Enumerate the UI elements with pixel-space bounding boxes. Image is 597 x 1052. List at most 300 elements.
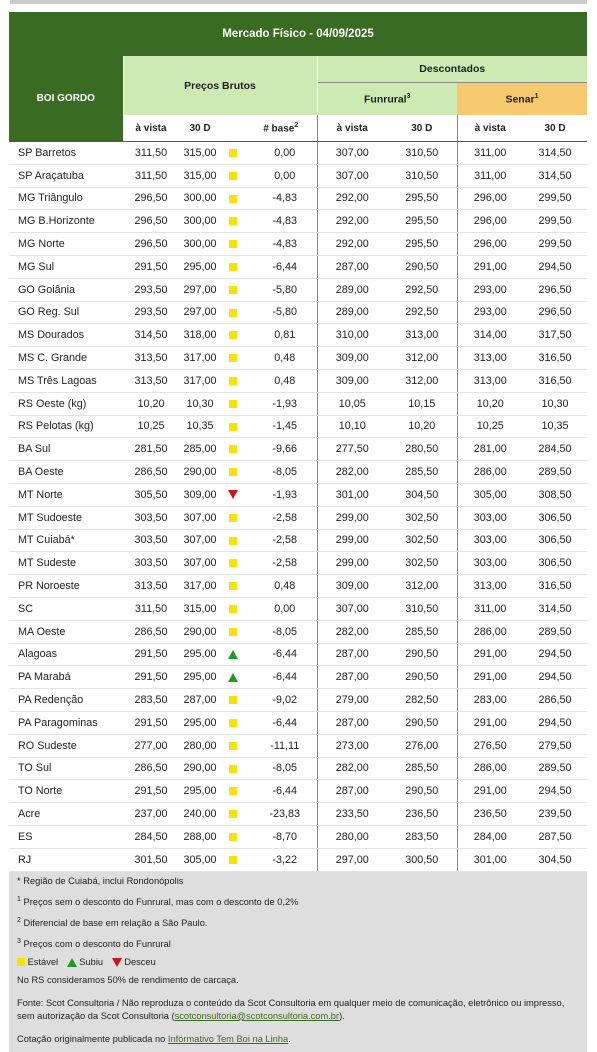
row-name: MT Cuiabá* (9, 529, 123, 552)
table-row (9, 689, 587, 712)
funrural-30d: 285,50 (387, 620, 457, 643)
senar-a-vista: 313,00 (457, 575, 523, 598)
senar-a-vista: 296,00 (457, 187, 523, 210)
table-title: Mercado Físico - 04/09/2025 (9, 12, 587, 56)
table-row (9, 164, 587, 187)
base-diff: -6,44 (245, 780, 317, 803)
senar-30d: 294,50 (523, 255, 587, 278)
price-30d: 300,00 (179, 210, 221, 233)
top-divider (10, 0, 587, 4)
table-row (9, 825, 587, 848)
trend (221, 575, 245, 598)
price-30d: 317,00 (179, 575, 221, 598)
legend-up: Subiu (79, 956, 104, 967)
price-a-vista: 311,50 (123, 142, 179, 165)
stable-icon (229, 514, 237, 522)
base-diff: -4,83 (245, 210, 317, 233)
stable-icon (229, 742, 237, 750)
senar-a-vista: 311,00 (457, 164, 523, 187)
senar-a-vista: 291,00 (457, 711, 523, 734)
price-30d: 315,00 (179, 597, 221, 620)
price-30d: 295,00 (179, 711, 221, 734)
base-diff: -8,05 (245, 620, 317, 643)
senar-30d: 296,50 (523, 301, 587, 324)
funrural-a-vista: 282,00 (317, 461, 387, 484)
row-name: PA Redenção (9, 689, 123, 712)
table-row (9, 347, 587, 370)
funrural-30d: 302,50 (387, 552, 457, 575)
senar-a-vista: 286,00 (457, 620, 523, 643)
price-30d: 290,00 (179, 757, 221, 780)
funrural-30d: 276,00 (387, 734, 457, 757)
funrural-a-vista: 297,00 (317, 848, 387, 871)
row-name: MT Sudeste (9, 552, 123, 575)
price-a-vista: 291,50 (123, 780, 179, 803)
row-name: TO Norte (9, 780, 123, 803)
trend (221, 506, 245, 529)
senar-30d: 304,50 (523, 848, 587, 871)
price-30d: 10,35 (179, 415, 221, 438)
price-30d: 309,00 (179, 483, 221, 506)
funrural-a-vista: 307,00 (317, 597, 387, 620)
base-diff: -5,80 (245, 301, 317, 324)
senar-a-vista: 286,00 (457, 461, 523, 484)
senar-a-vista: 303,00 (457, 529, 523, 552)
base-diff: -4,83 (245, 233, 317, 256)
senar-30d: 289,50 (523, 757, 587, 780)
senar-header: Senar$^1$ (457, 83, 587, 116)
trend (221, 666, 245, 689)
senar-a-vista: 291,00 (457, 780, 523, 803)
table-row (9, 506, 587, 529)
price-30d: 297,00 (179, 301, 221, 324)
row-name: RS Pelotas (kg) (9, 415, 123, 438)
base-diff: -8,05 (245, 757, 317, 780)
table-row (9, 483, 587, 506)
senar-a-vista: 311,00 (457, 597, 523, 620)
descontados-header: Descontados (317, 56, 587, 83)
senar-30d: 289,50 (523, 461, 587, 484)
senar-30d: 10,30 (523, 392, 587, 415)
funrural-30d: 310,50 (387, 142, 457, 165)
market-table (9, 12, 587, 872)
note-3: $^3$ Preços com o desconto do Funrural (17, 937, 171, 949)
row-name: MG Norte (9, 233, 123, 256)
funrural-a-vista: 282,00 (317, 757, 387, 780)
table-row (9, 643, 587, 666)
senar-a-vista: 281,00 (457, 438, 523, 461)
senar-a-vista: 291,00 (457, 643, 523, 666)
senar-30d: 314,50 (523, 142, 587, 165)
funrural-30d: 302,50 (387, 529, 457, 552)
funrural-a-vista: 309,00 (317, 575, 387, 598)
base-diff: -3,22 (245, 848, 317, 871)
stable-icon (229, 400, 237, 408)
base-diff: -6,44 (245, 255, 317, 278)
stable-icon (229, 696, 237, 704)
trend (221, 187, 245, 210)
funrural-a-vista: 292,00 (317, 187, 387, 210)
email-link[interactable]: scotconsultoria@scotconsultoria.com.br (174, 1010, 340, 1021)
senar-30d: 294,50 (523, 711, 587, 734)
senar-a-vista: 293,00 (457, 278, 523, 301)
price-a-vista: 283,50 (123, 689, 179, 712)
stable-icon (229, 445, 237, 453)
funrural-30d: 290,50 (387, 711, 457, 734)
row-name: MS Três Lagoas (9, 369, 123, 392)
row-name: MG Sul (9, 255, 123, 278)
table-row (9, 369, 587, 392)
note-rs: No RS consideramos 50% de rendimento de carcaça. (17, 974, 239, 985)
base-diff: -6,44 (245, 711, 317, 734)
funrural-a-vista: 299,00 (317, 506, 387, 529)
price-a-vista: 296,50 (123, 187, 179, 210)
table-row (9, 803, 587, 826)
table-row (9, 529, 587, 552)
trend (221, 142, 245, 165)
row-name: RJ (9, 848, 123, 871)
up-arrow-icon (67, 958, 77, 967)
stable-icon (229, 605, 237, 613)
table-row (9, 757, 587, 780)
price-30d: 295,00 (179, 780, 221, 803)
price-a-vista: 301,50 (123, 848, 179, 871)
stable-icon (229, 765, 237, 773)
trend (221, 734, 245, 757)
price-a-vista: 291,50 (123, 643, 179, 666)
newsletter-link[interactable]: Informativo Tem Boi na Linha (167, 1033, 289, 1044)
stable-icon (17, 958, 25, 966)
price-a-vista: 293,50 (123, 301, 179, 324)
base-diff: -1,93 (245, 392, 317, 415)
funrural-a-vista: 287,00 (317, 711, 387, 734)
note-1: $^1$ Preços sem o desconto do Funrural, mas com o desconto de 0,2% (17, 895, 299, 907)
stable-icon (229, 423, 237, 431)
price-a-vista: 303,50 (123, 529, 179, 552)
row-name: BA Sul (9, 438, 123, 461)
up-arrow-icon (228, 650, 238, 659)
trend (221, 347, 245, 370)
price-a-vista: 305,50 (123, 483, 179, 506)
base-diff: 0,00 (245, 164, 317, 187)
funrural-30d: 285,50 (387, 757, 457, 780)
funrural-30d: 300,50 (387, 848, 457, 871)
price-a-vista: 277,00 (123, 734, 179, 757)
trend (221, 255, 245, 278)
senar-30d: 299,50 (523, 210, 587, 233)
up-arrow-icon (228, 673, 238, 682)
stable-icon (229, 559, 237, 567)
table-row (9, 552, 587, 575)
senar-a-vista: 303,00 (457, 506, 523, 529)
funrural-a-vista: 280,00 (317, 825, 387, 848)
trend (221, 415, 245, 438)
senar-30d: 314,50 (523, 597, 587, 620)
stable-icon (229, 331, 237, 339)
base-diff: -2,58 (245, 529, 317, 552)
price-a-vista: 313,50 (123, 347, 179, 370)
funrural-30d: 290,50 (387, 255, 457, 278)
base-diff: -6,44 (245, 643, 317, 666)
stable-icon (229, 468, 237, 476)
base-diff: -1,45 (245, 415, 317, 438)
base-diff: -4,83 (245, 187, 317, 210)
senar-a-vista: 313,00 (457, 347, 523, 370)
row-name: PA Paragominas (9, 711, 123, 734)
row-name: MA Oeste (9, 620, 123, 643)
senar-a-vista: 291,00 (457, 255, 523, 278)
senar-30d: 10,35 (523, 415, 587, 438)
funrural-30d: 10,15 (387, 392, 457, 415)
price-30d: 295,00 (179, 666, 221, 689)
price-a-vista: 314,50 (123, 324, 179, 347)
base-diff: 0,48 (245, 347, 317, 370)
row-name: MT Norte (9, 483, 123, 506)
base-diff: -11,11 (245, 734, 317, 757)
funrural-30d: 295,50 (387, 187, 457, 210)
row-name: MG Triângulo (9, 187, 123, 210)
row-name: SC (9, 597, 123, 620)
base-diff: -2,58 (245, 506, 317, 529)
price-a-vista: 311,50 (123, 597, 179, 620)
price-a-vista: 296,50 (123, 233, 179, 256)
price-30d: 307,00 (179, 529, 221, 552)
base-diff: -9,02 (245, 689, 317, 712)
stable-icon (229, 833, 237, 841)
table-row (9, 392, 587, 415)
funrural-a-vista: 10,05 (317, 392, 387, 415)
senar-a-vista: 314,00 (457, 324, 523, 347)
legend (17, 956, 579, 969)
table-row (9, 187, 587, 210)
price-a-vista: 313,50 (123, 575, 179, 598)
table-row (9, 848, 587, 871)
price-a-vista: 284,50 (123, 825, 179, 848)
price-a-vista: 10,25 (123, 415, 179, 438)
senar-30d: 316,50 (523, 575, 587, 598)
trend (221, 461, 245, 484)
funrural-30d: 285,50 (387, 461, 457, 484)
row-name: GO Reg. Sul (9, 301, 123, 324)
trend (221, 529, 245, 552)
funrural-30d: 282,50 (387, 689, 457, 712)
senar-a-vista: 276,50 (457, 734, 523, 757)
price-30d: 290,00 (179, 620, 221, 643)
table-row (9, 278, 587, 301)
funrural-a-vista: 289,00 (317, 278, 387, 301)
base-diff: -8,70 (245, 825, 317, 848)
senar-a-vista: 10,25 (457, 415, 523, 438)
base-diff: 0,00 (245, 142, 317, 165)
base-diff: -9,66 (245, 438, 317, 461)
funrural-30d: 295,50 (387, 210, 457, 233)
col-a-vista: à vista (123, 115, 179, 142)
base-diff: -1,93 (245, 483, 317, 506)
funrural-a-vista: 282,00 (317, 620, 387, 643)
price-a-vista: 303,50 (123, 506, 179, 529)
price-30d: 300,00 (179, 233, 221, 256)
table-row (9, 324, 587, 347)
stable-icon (229, 149, 237, 157)
base-diff: 0,48 (245, 575, 317, 598)
col-30d: 30 D (179, 115, 221, 142)
price-a-vista: 286,50 (123, 757, 179, 780)
price-30d: 315,00 (179, 164, 221, 187)
price-30d: 290,00 (179, 461, 221, 484)
boi-gordo-header: BOI GORDO (9, 56, 123, 142)
senar-30d: 317,50 (523, 324, 587, 347)
senar-30d: 286,50 (523, 689, 587, 712)
price-30d: 317,00 (179, 369, 221, 392)
funrural-a-vista: 233,50 (317, 803, 387, 826)
stable-icon (229, 810, 237, 818)
price-30d: 287,00 (179, 689, 221, 712)
row-name: MS C. Grande (9, 347, 123, 370)
price-30d: 280,00 (179, 734, 221, 757)
market-table-container (9, 12, 587, 1052)
senar-30d: 306,50 (523, 506, 587, 529)
funrural-a-vista: 287,00 (317, 643, 387, 666)
price-a-vista: 291,50 (123, 255, 179, 278)
trend (221, 438, 245, 461)
funrural-a-vista: 292,00 (317, 233, 387, 256)
senar-a-vista: 291,00 (457, 666, 523, 689)
table-row (9, 575, 587, 598)
senar-a-vista: 296,00 (457, 210, 523, 233)
col-funrural-30d: 30 D (387, 115, 457, 142)
table-row (9, 461, 587, 484)
trend (221, 278, 245, 301)
senar-a-vista: 305,00 (457, 483, 523, 506)
senar-30d: 287,50 (523, 825, 587, 848)
base-diff: 0,00 (245, 597, 317, 620)
down-arrow-icon (228, 490, 238, 499)
funrural-30d: 302,50 (387, 506, 457, 529)
stable-icon (229, 195, 237, 203)
funrural-a-vista: 307,00 (317, 142, 387, 165)
price-a-vista: 303,50 (123, 552, 179, 575)
trend (221, 643, 245, 666)
price-a-vista: 286,50 (123, 620, 179, 643)
price-30d: 305,00 (179, 848, 221, 871)
price-a-vista: 286,50 (123, 461, 179, 484)
funrural-a-vista: 279,00 (317, 689, 387, 712)
row-name: MS Dourados (9, 324, 123, 347)
price-a-vista: 293,50 (123, 278, 179, 301)
price-30d: 307,00 (179, 506, 221, 529)
funrural-30d: 236,50 (387, 803, 457, 826)
trend (221, 597, 245, 620)
senar-a-vista: 283,00 (457, 689, 523, 712)
table-row (9, 301, 587, 324)
senar-30d: 316,50 (523, 347, 587, 370)
row-name: SP Araçatuba (9, 164, 123, 187)
table-row (9, 415, 587, 438)
senar-a-vista: 10,20 (457, 392, 523, 415)
senar-30d: 306,50 (523, 529, 587, 552)
funrural-30d: 304,50 (387, 483, 457, 506)
trend (221, 689, 245, 712)
price-a-vista: 313,50 (123, 369, 179, 392)
row-name: MT Sudoeste (9, 506, 123, 529)
stable-icon (229, 628, 237, 636)
funrural-a-vista: 299,00 (317, 552, 387, 575)
row-name: PA Marabá (9, 666, 123, 689)
note-star: * Região de Cuiabá, inclui Rondonópolis (17, 875, 184, 886)
price-30d: 315,00 (179, 142, 221, 165)
funrural-30d: 310,50 (387, 597, 457, 620)
price-a-vista: 291,50 (123, 666, 179, 689)
row-name: RO Sudeste (9, 734, 123, 757)
senar-a-vista: 284,00 (457, 825, 523, 848)
funrural-30d: 290,50 (387, 666, 457, 689)
senar-a-vista: 293,00 (457, 301, 523, 324)
senar-30d: 294,50 (523, 780, 587, 803)
row-name: PR Noroeste (9, 575, 123, 598)
base-diff: 0,81 (245, 324, 317, 347)
trend (221, 233, 245, 256)
funrural-30d: 283,50 (387, 825, 457, 848)
senar-30d: 299,50 (523, 233, 587, 256)
senar-30d: 294,50 (523, 643, 587, 666)
stable-icon (229, 582, 237, 590)
funrural-a-vista: 277,50 (317, 438, 387, 461)
table-body (9, 142, 587, 872)
trend (221, 780, 245, 803)
base-diff: -8,05 (245, 461, 317, 484)
funrural-a-vista: 287,00 (317, 255, 387, 278)
table-row (9, 255, 587, 278)
senar-30d: 284,50 (523, 438, 587, 461)
stable-icon (229, 263, 237, 271)
row-name: Acre (9, 803, 123, 826)
stable-icon (229, 354, 237, 362)
price-30d: 317,00 (179, 347, 221, 370)
table-row (9, 711, 587, 734)
trend (221, 392, 245, 415)
price-30d: 297,00 (179, 278, 221, 301)
row-name: BA Oeste (9, 461, 123, 484)
stable-icon (229, 719, 237, 727)
trend (221, 301, 245, 324)
trend (221, 369, 245, 392)
funrural-header: Funrural$^3$ (317, 83, 457, 116)
table-row (9, 233, 587, 256)
table-row (9, 620, 587, 643)
price-30d: 295,00 (179, 643, 221, 666)
funrural-a-vista: 309,00 (317, 347, 387, 370)
senar-30d: 316,50 (523, 369, 587, 392)
funrural-30d: 280,50 (387, 438, 457, 461)
funrural-a-vista: 292,00 (317, 210, 387, 233)
senar-30d: 279,50 (523, 734, 587, 757)
funrural-30d: 312,00 (387, 347, 457, 370)
senar-30d: 289,50 (523, 620, 587, 643)
funrural-a-vista: 310,00 (317, 324, 387, 347)
stable-icon (229, 240, 237, 248)
table-row (9, 666, 587, 689)
base-diff: 0,48 (245, 369, 317, 392)
funrural-a-vista: 287,00 (317, 666, 387, 689)
funrural-a-vista: 273,00 (317, 734, 387, 757)
price-30d: 300,00 (179, 187, 221, 210)
row-name: SP Barretos (9, 142, 123, 165)
stable-icon (229, 537, 237, 545)
funrural-a-vista: 301,00 (317, 483, 387, 506)
senar-30d: 239,50 (523, 803, 587, 826)
funrural-30d: 292,50 (387, 278, 457, 301)
down-arrow-icon (112, 958, 122, 967)
